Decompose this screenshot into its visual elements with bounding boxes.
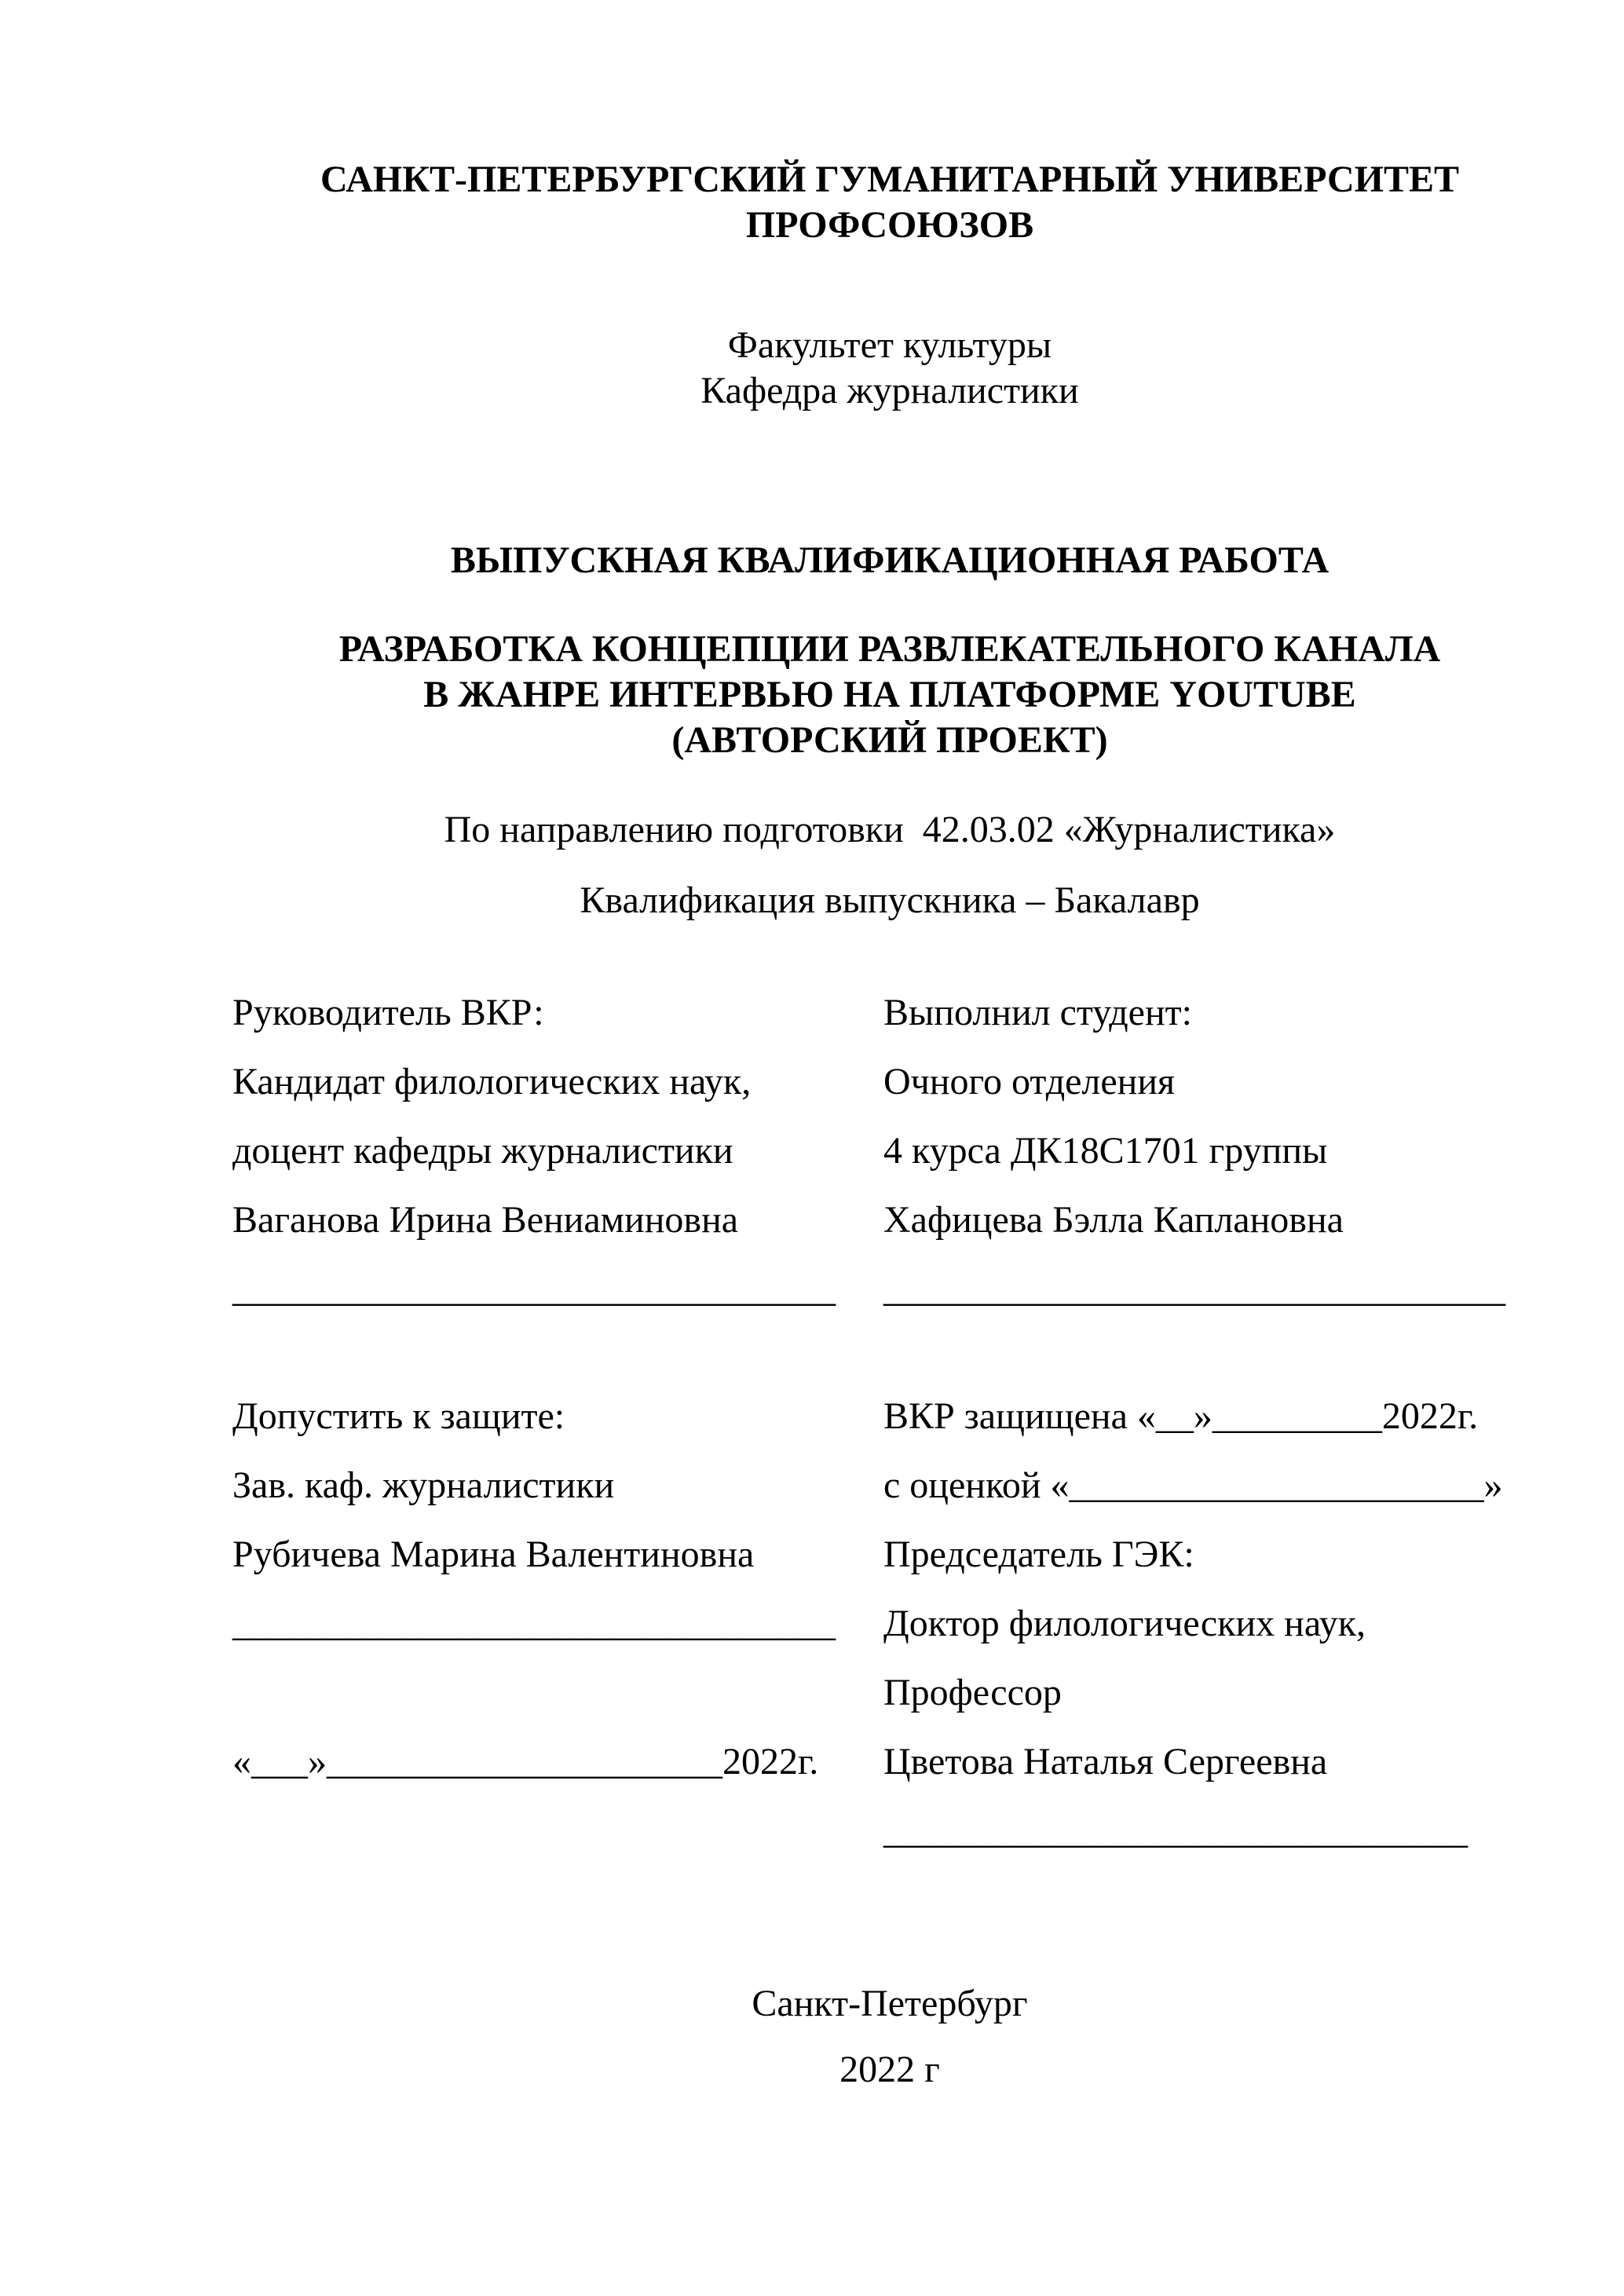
- student-signature-line: _________________________________: [883, 1268, 1505, 1310]
- admission-date-line: «___»_____________________2022г.: [232, 1741, 819, 1782]
- defense-grade-line: с оценкой «______________________»: [883, 1464, 1503, 1506]
- thesis-title-line-1: РАЗРАБОТКА КОНЦЕПЦИИ РАЗВЛЕКАТЕЛЬНОГО КАНАЛА: [338, 628, 1441, 670]
- graduate-qualification: Квалификация выпускника – Бакалавр: [580, 879, 1200, 921]
- student-group: 4 курса ДК18С1701 группы: [883, 1130, 1328, 1172]
- admission-signature-line: ________________________________: [232, 1603, 836, 1644]
- faculty-department-block: [232, 323, 1547, 414]
- supervisor-column: [232, 978, 883, 1324]
- chair-degree: Доктор филологических наук,: [883, 1603, 1366, 1644]
- supervisor-student-section: [232, 978, 1547, 1324]
- city-name: Санкт-Петербург: [752, 1983, 1028, 2024]
- year-label: 2022 г: [839, 2049, 940, 2090]
- footer-block: [232, 1971, 1547, 2103]
- admission-column: [232, 1382, 883, 1866]
- student-study-form: Очного отделения: [883, 1061, 1176, 1102]
- defense-column: [883, 1382, 1547, 1866]
- chair-name: Цветова Наталья Сергеевна: [883, 1741, 1328, 1782]
- admission-name: Рубичева Марина Валентиновна: [232, 1534, 755, 1575]
- admission-defense-section: [232, 1382, 1547, 1866]
- work-type-heading: ВЫПУСКНАЯ КВАЛИФИКАЦИОННАЯ РАБОТА: [450, 539, 1330, 581]
- student-name: Хафицева Бэлла Каплановна: [883, 1199, 1344, 1241]
- supervisor-label: Руководитель ВКР:: [232, 992, 544, 1033]
- chair-signature-line: _______________________________: [883, 1810, 1468, 1852]
- supervisor-position: доцент кафедры журналистики: [232, 1130, 733, 1172]
- supervisor-name: Ваганова Ирина Вениаминовна: [232, 1199, 739, 1241]
- admission-position: Зав. каф. журналистики: [232, 1464, 615, 1506]
- thesis-title: [232, 627, 1547, 763]
- defense-date-line: ВКР защищена «__»_________2022г.: [883, 1395, 1479, 1437]
- thesis-title-line-3: (АВТОРСКИЙ ПРОЕКТ): [671, 719, 1108, 761]
- chair-title: Профессор: [883, 1672, 1062, 1713]
- admission-label: Допустить к защите:: [232, 1395, 565, 1437]
- committee-chair-label: Председатель ГЭК:: [883, 1534, 1194, 1575]
- student-label: Выполнил студент:: [883, 992, 1192, 1033]
- university-name: САНКТ-ПЕТЕРБУРГСКИЙ ГУМАНИТАРНЫЙ УНИВЕРСИТЕТ ПРОФСОЮЗОВ: [320, 159, 1460, 246]
- spacer-row: [232, 1797, 883, 1866]
- student-column: [883, 978, 1547, 1324]
- department-name: Кафедра журналистики: [700, 370, 1079, 411]
- supervisor-signature-line: ________________________________: [232, 1268, 836, 1310]
- thesis-title-line-2: В ЖАНРЕ ИНТЕРВЬЮ НА ПЛАТФОРМЕ YOUTUBE: [423, 674, 1356, 715]
- degree-direction: По направлению подготовки 42.03.02 «Журналистика»: [444, 809, 1336, 850]
- faculty-name: Факультет культуры: [727, 324, 1052, 366]
- spacer-row: [232, 1658, 883, 1727]
- supervisor-degree: Кандидат филологических наук,: [232, 1061, 752, 1102]
